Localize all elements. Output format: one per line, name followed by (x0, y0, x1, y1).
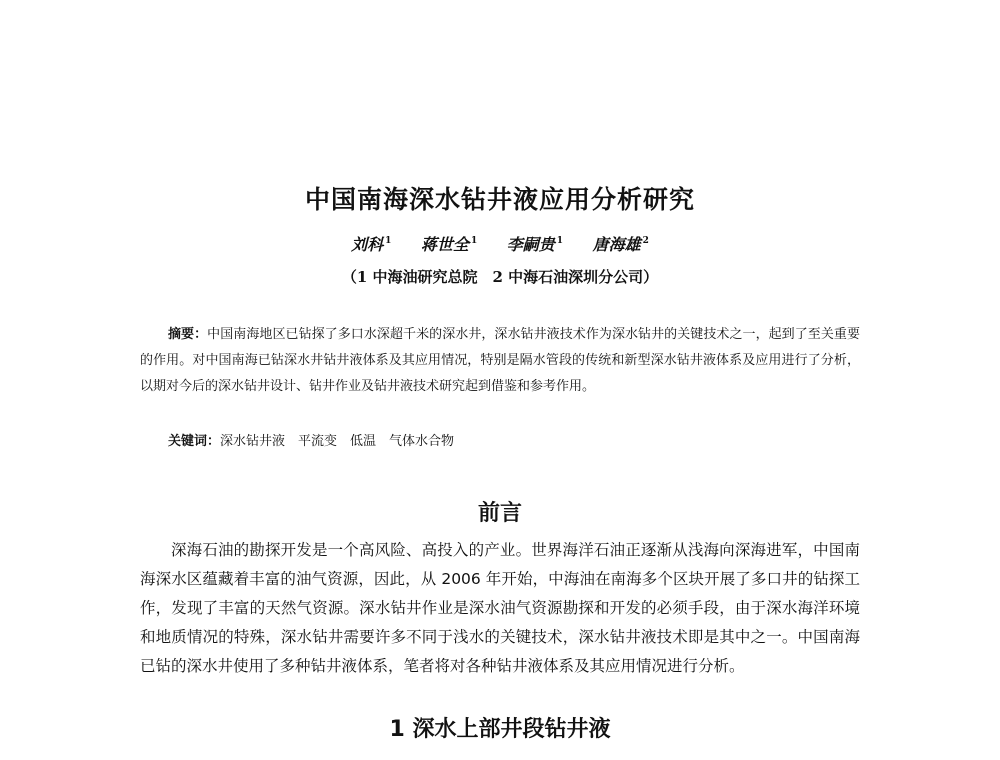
abstract (140, 322, 860, 400)
abstract-label: 摘要： (168, 327, 208, 342)
author-list (0, 232, 1000, 255)
affiliation-line: （1 中海油研究总院 2 中海石油深圳分公司） (341, 268, 659, 286)
author-name: 蒋世全 (420, 235, 469, 254)
preface-paragraph: 深海石油的勘探开发是一个高风险、高投入的产业。世界海洋石油正逐渐从浅海向深海进军，中国南海深水区蕴藏着丰富的油气资源，因此，从 2006 年开始，中海油在南海多个区块开展了多口井的钻探工作，发现了丰富的天然气资源。深水钻井作业是深水油气资源勘探和开发的必须手段，由于深水海洋环境和地质情况的特殊，深水钻井需要许多不同于浅水的关键技术，深水钻井液技术即是其中之一。中国南海已钻的深水井使用了多种钻井液体系，笔者将对各种钻井液体系及其应用情况进行分析。 (140, 541, 860, 675)
section-heading-1: 1 深水上部井段钻井液 (389, 717, 611, 742)
affiliation-mark: 2 (642, 236, 649, 246)
keywords (168, 430, 868, 449)
keywords-label: 关键词： (168, 434, 221, 449)
affiliation-mark: 1 (385, 236, 392, 246)
author (507, 232, 563, 255)
section-heading-preface: 前言 (477, 500, 522, 526)
affiliation-mark: 1 (470, 236, 478, 246)
affiliation-mark: 1 (556, 236, 564, 246)
paper-title: 中国南海深水钻井液应用分析研究 (304, 185, 695, 214)
author-name: 唐海雄 (592, 235, 641, 254)
author (351, 232, 391, 255)
author-name: 李嗣贵 (506, 235, 555, 254)
abstract-text: 中国南海地区已钻探了多口水深超千米的深水井，深水钻井液技术作为深水钻井的关键技术之一，起到了至关重要的作用。对中国南海已钻深水井钻井液体系及其应用情况，特别是隔水管段的传统和新型深水钻井液体系及应用进行了分析，以期对今后的深水钻井设计、钻井作业及钻井液技术研究起到借鉴和参考作用。 (140, 327, 860, 394)
author (421, 232, 477, 255)
author (593, 232, 649, 255)
keywords-text: 深水钻井液 平流变 低温 气体水合物 (220, 434, 455, 449)
author-name: 刘科 (351, 235, 384, 254)
